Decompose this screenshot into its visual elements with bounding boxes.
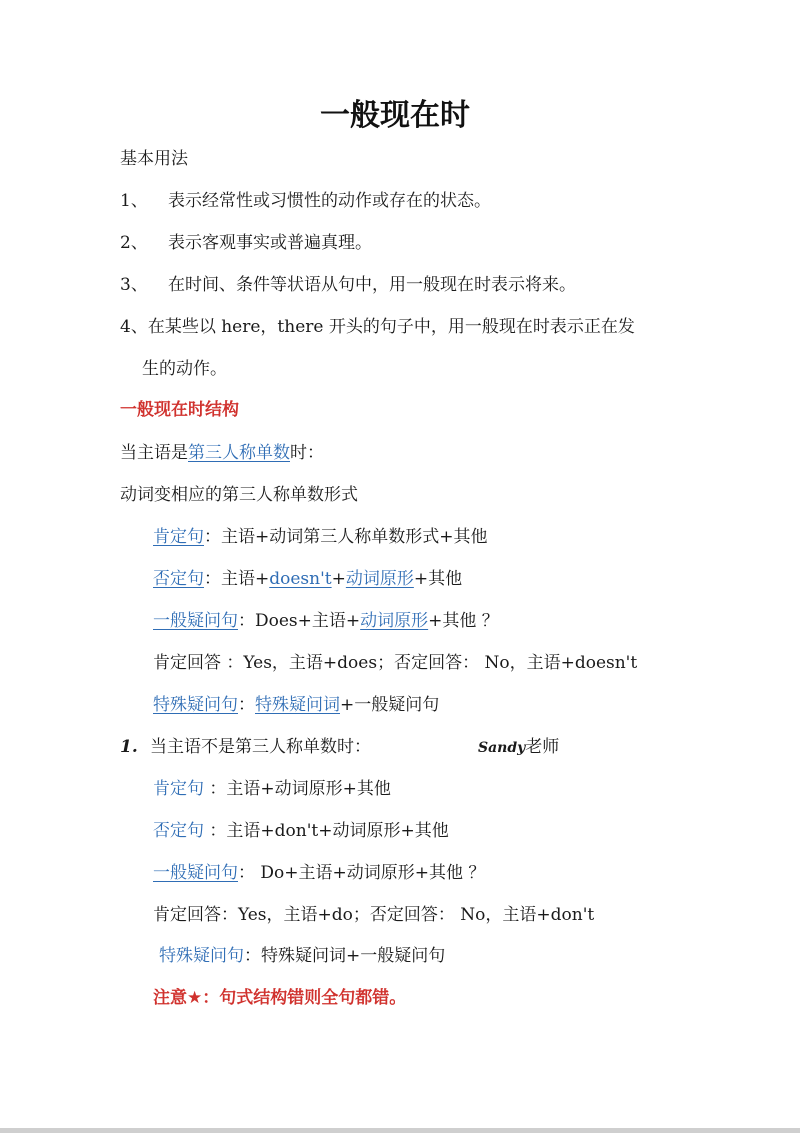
- question-text: ： Do+主语+动词原形+其他 ？: [238, 863, 486, 883]
- answer-rule-2: 肯定回答：Yes，主语+do；否定回答： No，主语+don't: [153, 905, 595, 925]
- affirmative-rule-2: [153, 777, 391, 801]
- wh-word-link[interactable]: 特殊疑问词: [255, 695, 340, 715]
- question-rule-2: [153, 861, 485, 885]
- signature-name: Sandy: [478, 740, 526, 756]
- usage-item-1: [120, 189, 491, 213]
- item-number: 2、: [120, 233, 148, 253]
- usage-item-3: [120, 273, 576, 297]
- base-verb-link[interactable]: 动词原形: [345, 569, 414, 589]
- affirmative-text: ：主语+动词第三人称单数形式+其他: [204, 527, 488, 547]
- doesnt-link[interactable]: doesn't: [269, 569, 332, 589]
- list-number: 1.: [120, 737, 138, 757]
- item-number: 3、: [120, 275, 148, 295]
- negative-rule-2: [153, 819, 449, 843]
- wh-text: ：特殊疑问词+一般疑问句: [244, 946, 446, 966]
- signature-title: 老师: [525, 737, 560, 757]
- third-person-singular-link[interactable]: 第三人称单数: [188, 443, 290, 463]
- item-text: 表示经常性或习惯性的动作或存在的状态。: [168, 191, 491, 211]
- negative-text: ：主语+: [204, 569, 270, 589]
- page-title: 一般现在时: [320, 98, 470, 133]
- answer-rule: 肯定回答 ：Yes，主语+does；否定回答： No，主语+doesn't: [153, 653, 638, 673]
- question-label-link[interactable]: 一般疑问句: [153, 863, 238, 883]
- question-end: +其他 ？: [428, 611, 499, 631]
- negative-end: +其他: [413, 569, 463, 589]
- usage-item-2: [120, 231, 372, 255]
- negative-text: ：主语+don't+动词原形+其他: [204, 821, 449, 841]
- page-bottom-edge: [0, 1128, 800, 1133]
- colon: ：: [238, 695, 255, 715]
- teacher-signature: [478, 735, 559, 760]
- wh-question-rule: [153, 693, 439, 717]
- negative-label: 否定句: [153, 821, 204, 841]
- negative-rule: [153, 567, 462, 591]
- condition-suffix: 时：: [290, 443, 324, 463]
- item-text: 在时间、条件等状语从句中，用一般现在时表示将来。: [168, 275, 576, 295]
- third-person-condition: [120, 441, 324, 465]
- item-text: 表示客观事实或普遍真理。: [168, 233, 372, 253]
- affirmative-rule: [153, 525, 488, 549]
- wh-question-label: 特殊疑问句: [159, 946, 244, 966]
- base-verb-link[interactable]: 动词原形: [360, 611, 429, 631]
- wh-end: +一般疑问句: [340, 695, 440, 715]
- section-heading-structure: 一般现在时结构: [120, 400, 239, 420]
- non-third-person-condition: [120, 735, 371, 759]
- question-rule: [153, 609, 499, 633]
- affirmative-label-link[interactable]: 肯定句: [153, 527, 204, 547]
- affirmative-text: ：主语+动词原形+其他: [204, 779, 391, 799]
- wh-question-rule-2: [159, 944, 445, 968]
- plus-sign: +: [331, 569, 346, 589]
- wh-question-label-link[interactable]: 特殊疑问句: [153, 695, 238, 715]
- question-label-link[interactable]: 一般疑问句: [153, 611, 238, 631]
- section-heading-basic-usage: 基本用法: [120, 149, 188, 169]
- condition-prefix: 当主语是: [120, 443, 188, 463]
- item-number: 1、: [120, 191, 148, 211]
- non-third-person-heading: 当主语不是第三人称单数时：: [150, 737, 371, 757]
- usage-item-4-line1: 4、在某些以 here，there 开头的句子中，用一般现在时表示正在发: [120, 317, 635, 337]
- verb-form-note: 动词变相应的第三人称单数形式: [120, 485, 358, 505]
- affirmative-label: 肯定句: [153, 779, 204, 799]
- usage-item-4-line2: 生的动作。: [142, 359, 227, 379]
- question-text: ：Does+主语+: [238, 611, 361, 631]
- negative-label-link[interactable]: 否定句: [153, 569, 204, 589]
- warning-note: 注意★：句式结构错则全句都错。: [153, 988, 407, 1008]
